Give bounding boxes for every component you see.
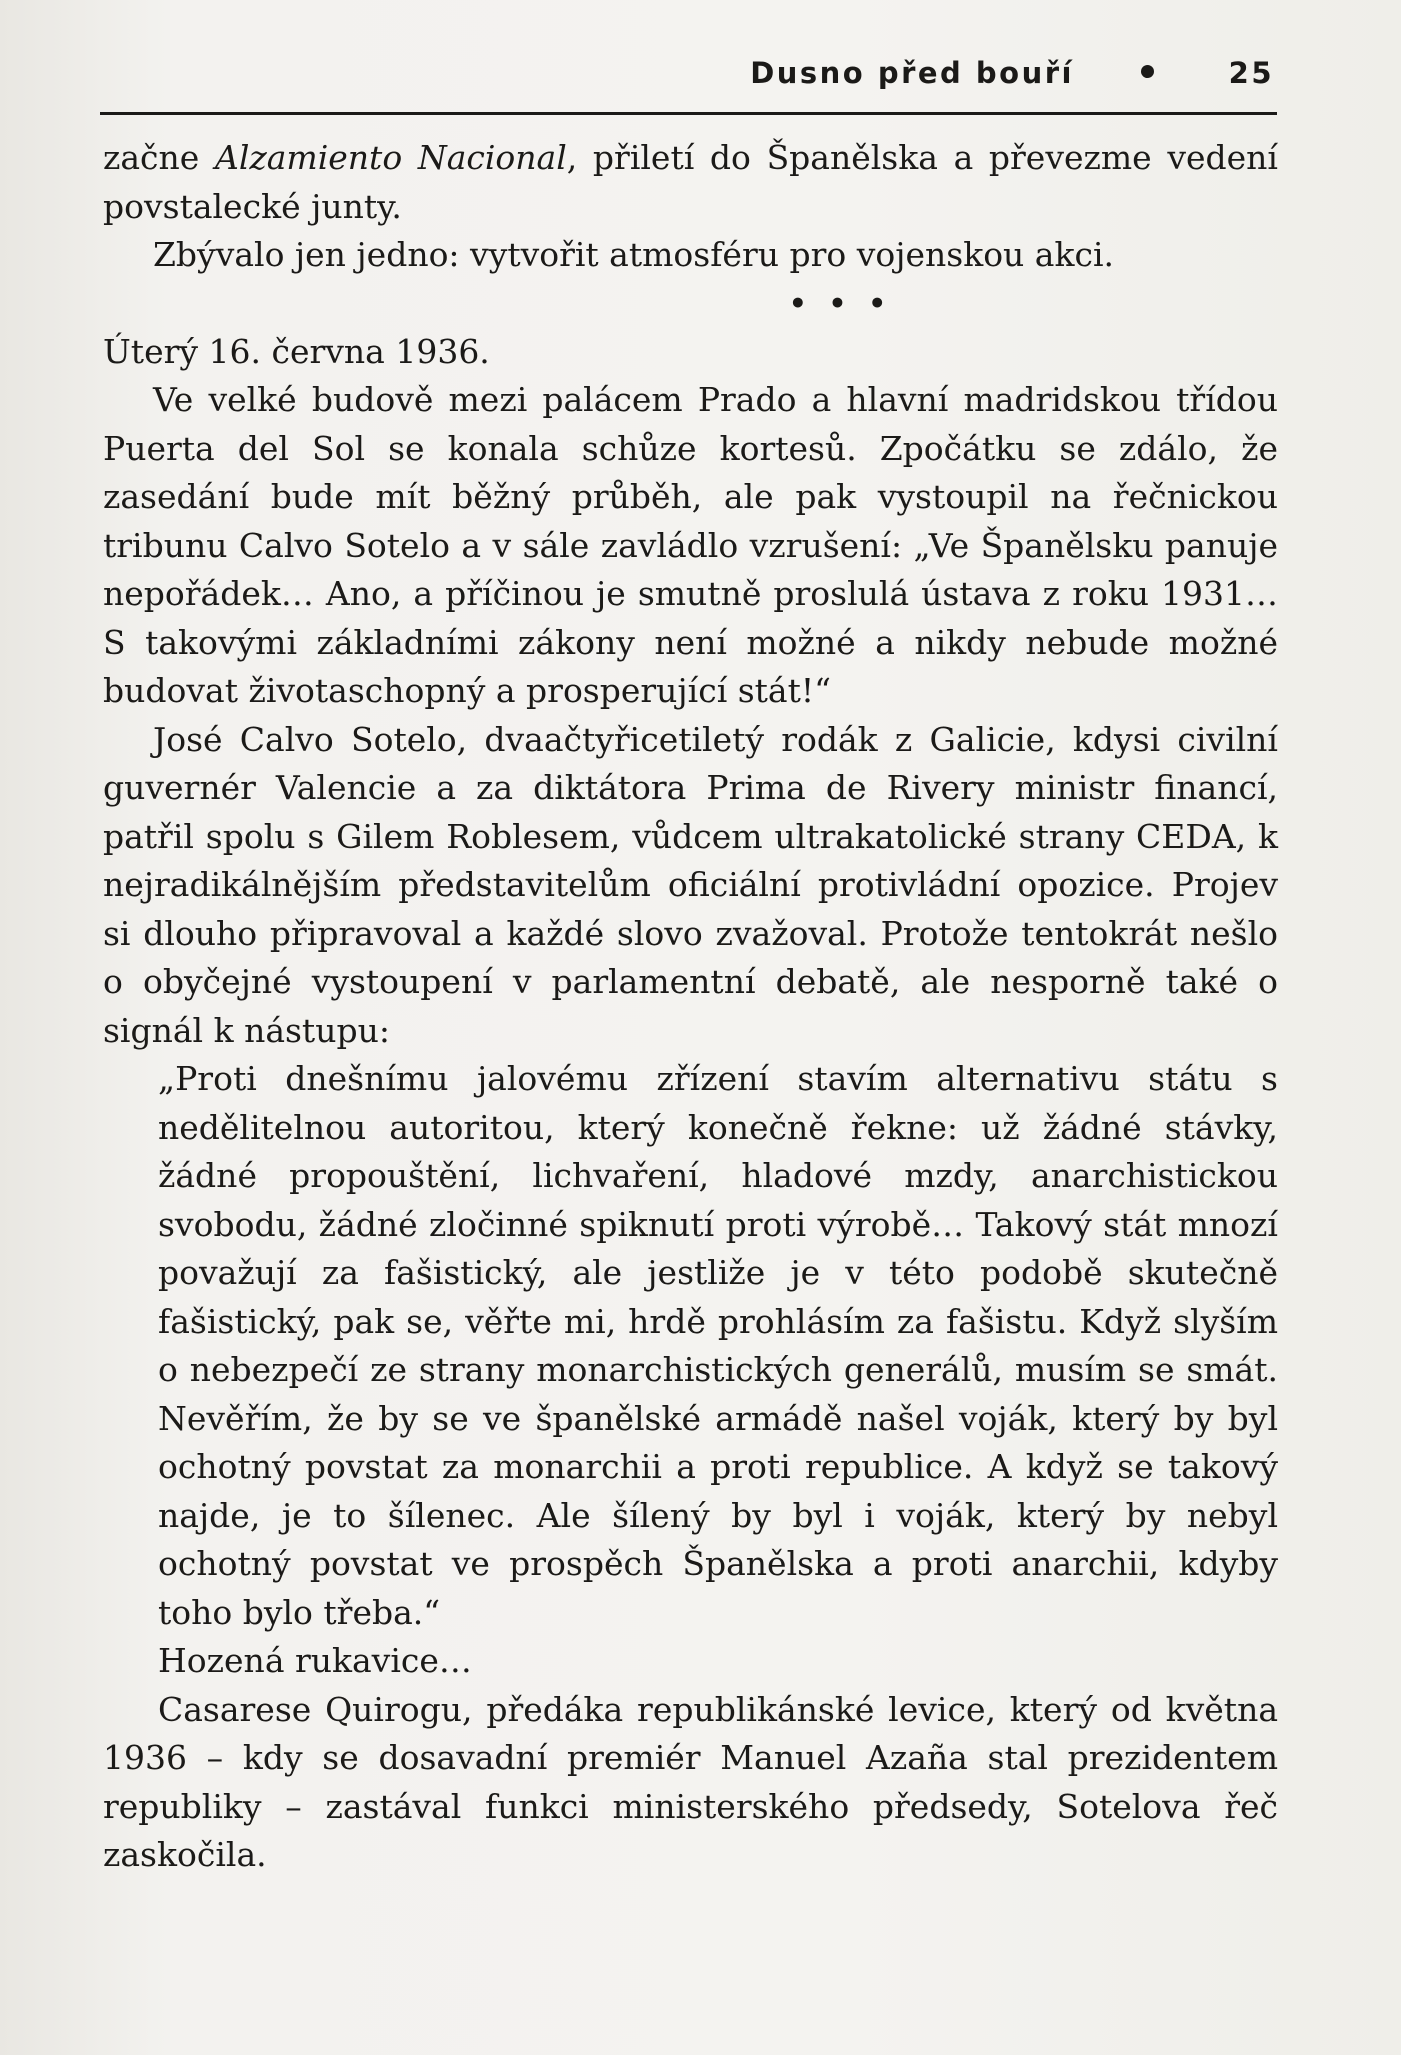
paragraph-2: Zbývalo jen jedno: vytvořit atmosféru pro vojenskou akci. [153, 235, 1114, 274]
date-line: Úterý 16. června 1936. [103, 331, 490, 371]
paragraph-1-start: začne [103, 138, 215, 177]
section-separator: • • • [788, 286, 893, 320]
body-text [103, 134, 1278, 1880]
paragraph-5: Casarese Quirogu, předáka republikánské levice, který od května 1936 – kdy se dosavadní premiér Manuel Azaña stal prezidentem republiky – zastával funkci ministerského předsedy, Sotelova řeč zaskočila. [103, 1689, 1278, 1874]
paragraph-1 [103, 134, 1278, 231]
running-header [104, 52, 1274, 102]
paragraph-4: José Calvo Sotelo, dvaačtyřicetiletý rodák z Galicie, kdysi civilní guvernér Valencie a za diktátora Prima de Rivery ministr financí, patřil spolu s Gilem Roblesem, vůdcem ultrakatolické strany CEDA, k nejradikálnějším představitelům oficiální protivládní opozice. Projev si dlouho připravoval a každé slovo zvažoval. Protože tentokrát nešlo o obyčejné vystoupení v parlamentní debatě, ale nesporně také o signál k nástupu: [103, 719, 1278, 1050]
paragraph-1-italic: Alzamiento Nacional [214, 138, 567, 177]
header-rule [100, 112, 1277, 115]
quote-tail: Hozená rukavice… [158, 1641, 472, 1680]
chapter-title: Dusno před bouří [750, 56, 1074, 90]
bullet-icon [1141, 65, 1154, 78]
page-number: 25 [1228, 56, 1274, 90]
speech-quote: „Proti dnešnímu jalovému zřízení stavím alternativu státu s nedělitelnou autoritou, který konečně řekne: už žádné stávky, žádné propouštění, lichvaření, hladové mzdy, anarchistickou svobodu, žádné zločinné spiknutí proti výrobě… Takový stát mnozí považují za fašistický, ale jestliže je v této podobě skutečně fašistický, pak se, věřte mi, hrdě prohlásím za fašistu. Když slyším o nebezpečí ze strany monarchistických generálů, musím se smát. Nevěřím, že by se ve španělské armádě našel voják, který by byl ochotný povstat za monarchii a proti republice. A když se takový najde, je to šílenec. Ale šílený by byl i voják, který by nebyl ochotný povstat ve prospěch Španělska a proti anarchii, kdyby toho bylo třeba.“ [158, 1059, 1278, 1632]
paragraph-1-end: , přiletí do Španělska a převezme vedení povstalecké junty. [103, 138, 1278, 226]
paragraph-3: Ve velké budově mezi palácem Prado a hlavní madridskou třídou Puerta del Sol se konala schůze kortesů. Zpočátku se zdálo, že zasedání bude mít běžný průběh, ale pak vystoupil na řečnickou tribunu Calvo Sotelo a v sále zavládlo vzrušení: „Ve Španělsku panuje nepořádek… Ano, a příčinou je smutně proslulá ústava z roku 1931… S takovými základními zákony není možné a nikdy nebude možné budovat životaschopný a prosperující stát!“ [103, 380, 1278, 710]
